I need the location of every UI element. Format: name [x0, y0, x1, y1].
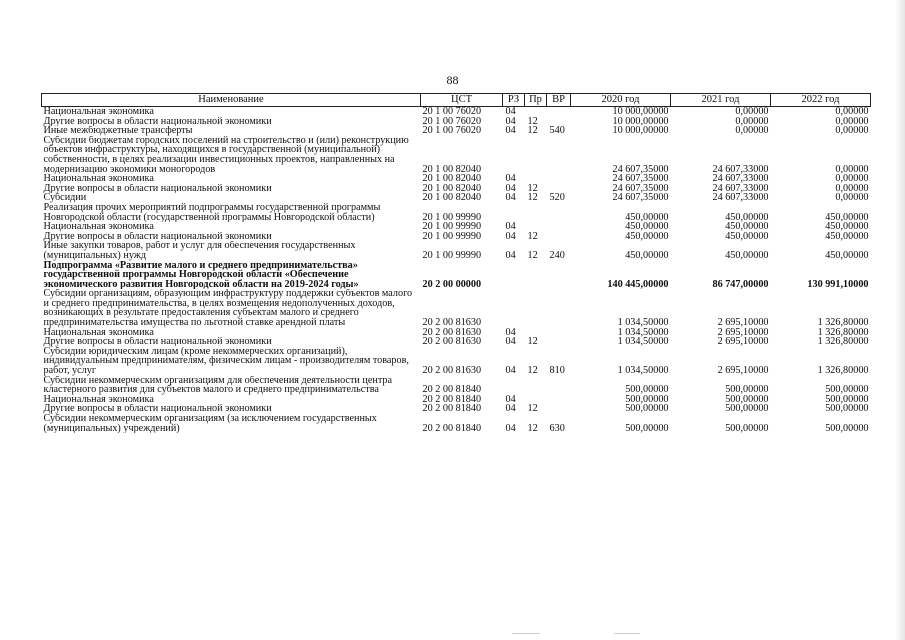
- cell-rz: 04: [505, 327, 516, 338]
- cell-y2020: 500,00000: [625, 422, 669, 434]
- cell-y2022: 0,00000: [835, 183, 869, 194]
- cell-rz: 04: [505, 106, 516, 117]
- cell-vr: 630: [549, 422, 565, 434]
- cell-y2022: 0,00000: [835, 163, 869, 175]
- cell-y2020: 140 445,00000: [607, 278, 669, 290]
- cell-y2021: 24 607,33000: [712, 163, 769, 175]
- cell-y2020: 10 000,00000: [612, 126, 669, 136]
- table-row: [42, 184, 871, 194]
- table-row: [42, 203, 871, 222]
- cell-y2021: 500,00000: [725, 422, 769, 434]
- cell-pr: [525, 107, 547, 117]
- table-row: [42, 136, 871, 174]
- cell-y2020: 450,00000: [625, 231, 669, 242]
- cell-name: Другие вопросы в области национальной экономики: [43, 116, 272, 127]
- cell-pr: 12: [527, 116, 538, 127]
- cell-y2022: 450,00000: [825, 211, 869, 223]
- cell-cst: 20 1 00 76020: [422, 106, 482, 117]
- cell-vr: [547, 117, 571, 127]
- table-row: [42, 222, 871, 232]
- cell-pr: 12: [527, 183, 538, 194]
- table-row: [42, 289, 871, 327]
- cell-rz: 04: [505, 183, 516, 194]
- table-row: [42, 232, 871, 242]
- cell-name: Субсидии некоммерческим организациям для обеспечения деятельности центра кластерного развития для субъектов малого и среднего предпринимательства: [43, 375, 393, 395]
- cell-rz: 04: [505, 222, 516, 232]
- cell-y2022: 450,00000: [825, 222, 869, 232]
- cell-pr: 12: [527, 231, 538, 242]
- cell-pr: [525, 376, 547, 395]
- cell-pr: 12: [527, 404, 538, 414]
- cell-y2021: 450,00000: [725, 222, 769, 232]
- cell-name: Субсидии организациям, образующим инфраструктуру поддержки субъектов малого и среднего предпринимательства, в целях возмещения недополученных доходов, возникающих в результате предоставления субъектам малого и среднего предпринимательства имущества по льготной ставке арендной платы: [43, 289, 413, 328]
- cell-y2022: 500,00000: [825, 384, 869, 395]
- cell-y2021: 0,00000: [735, 116, 769, 127]
- cell-cst: 20 2 00 81630: [422, 327, 482, 338]
- cell-vr: [547, 174, 571, 184]
- cell-name: Национальная экономика: [43, 174, 154, 184]
- col-header-2020: 2020 год: [571, 94, 671, 107]
- cell-rz: 04: [505, 174, 516, 184]
- col-header-rz: РЗ: [503, 94, 525, 107]
- cell-y2021: 0,00000: [735, 106, 769, 117]
- cell-y2022: 500,00000: [825, 394, 869, 405]
- table-row: [42, 241, 871, 260]
- cell-y2020: 450,00000: [625, 222, 669, 232]
- cell-name: Другие вопросы в области национальной экономики: [43, 183, 272, 194]
- cell-vr: [547, 376, 571, 395]
- cell-y2020: 24 607,35000: [612, 174, 669, 184]
- cell-y2020: 500,00000: [625, 384, 669, 395]
- cell-vr: [547, 404, 571, 414]
- cell-y2021: 2 695,10000: [717, 327, 769, 338]
- cell-cst: 20 2 00 81840: [422, 384, 482, 395]
- cell-name: Иные закупки товаров, работ и услуг для обеспечения государственных (муниципальных) нужд: [43, 241, 356, 261]
- table-row: [42, 107, 871, 117]
- cell-y2020: 1 034,50000: [617, 365, 669, 376]
- col-header-name: Наименование: [42, 94, 421, 107]
- cell-vr: [547, 184, 571, 194]
- cell-cst: 20 1 00 99990: [422, 231, 482, 242]
- cell-vr: [547, 395, 571, 405]
- scan-edge-shadow: [895, 0, 905, 640]
- cell-rz: 04: [505, 365, 516, 376]
- cell-y2022: 1 326,80000: [817, 317, 869, 328]
- cell-y2022: 450,00000: [825, 249, 869, 261]
- cell-name: Национальная экономика: [43, 394, 154, 405]
- cell-y2022: 0,00000: [835, 126, 869, 136]
- cell-y2020: 10 000,00000: [612, 116, 669, 127]
- cell-y2022: 0,00000: [835, 106, 869, 117]
- cell-rz: [503, 289, 525, 327]
- cell-vr: 810: [549, 365, 565, 376]
- table-row: [42, 193, 871, 203]
- cell-rz: 04: [505, 337, 516, 347]
- cell-y2022: 0,00000: [835, 174, 869, 184]
- cell-vr: [547, 289, 571, 327]
- cell-cst: 20 2 00 81840: [422, 422, 482, 434]
- cell-vr: [547, 107, 571, 117]
- cell-cst: 20 2 00 81840: [422, 404, 482, 414]
- col-header-cst: ЦСТ: [421, 94, 503, 107]
- cell-cst: 20 1 00 82040: [422, 163, 482, 175]
- cell-vr: [547, 136, 571, 174]
- cell-y2021: 86 747,00000: [712, 278, 769, 290]
- cell-y2020: 1 034,50000: [617, 337, 669, 347]
- cell-y2020: 450,00000: [625, 249, 669, 261]
- cell-vr: [547, 232, 571, 242]
- cell-name: Субсидии некоммерческим организациям (за исключением государственных (муниципальных) учреждений): [43, 414, 377, 434]
- cell-rz: 04: [505, 116, 516, 127]
- cell-name: Национальная экономика: [43, 106, 154, 117]
- cell-y2021: 24 607,33000: [712, 183, 769, 194]
- cell-y2020: 450,00000: [625, 211, 669, 223]
- cell-pr: 12: [527, 365, 538, 376]
- cell-y2022: 0,00000: [835, 193, 869, 203]
- cell-vr: 520: [549, 193, 565, 203]
- cell-y2020: 1 034,50000: [617, 317, 669, 328]
- cell-y2021: 500,00000: [725, 384, 769, 395]
- cell-cst: 20 2 00 81630: [422, 365, 482, 376]
- table-row: [42, 337, 871, 347]
- cell-y2021: 2 695,10000: [717, 365, 769, 376]
- cell-cst: 20 2 00 00000: [422, 278, 482, 290]
- cell-pr: [525, 222, 547, 232]
- cell-y2021: 500,00000: [725, 394, 769, 405]
- cell-rz: 04: [505, 231, 516, 242]
- cell-cst: 20 2 00 81840: [422, 394, 482, 405]
- cell-name: Другие вопросы в области национальной экономики: [43, 337, 272, 347]
- cell-cst: 20 1 00 99990: [422, 222, 482, 232]
- cell-y2022: 500,00000: [825, 422, 869, 434]
- cell-y2021: 500,00000: [725, 404, 769, 414]
- cell-rz: 04: [505, 394, 516, 405]
- cell-y2020: 24 607,35000: [612, 183, 669, 194]
- scan-artifact: [614, 633, 640, 634]
- cell-name: Субсидии: [43, 193, 87, 203]
- cell-y2020: 1 034,50000: [617, 327, 669, 338]
- cell-y2020: 24 607,35000: [612, 193, 669, 203]
- cell-pr: [525, 328, 547, 338]
- cell-y2022: 1 326,80000: [817, 337, 869, 347]
- cell-cst: 20 1 00 99990: [422, 249, 482, 261]
- cell-y2021: 2 695,10000: [717, 337, 769, 347]
- cell-y2022: 0,00000: [835, 116, 869, 127]
- cell-rz: [503, 136, 525, 174]
- cell-vr: [547, 203, 571, 222]
- cell-y2021: 24 607,33000: [712, 174, 769, 184]
- cell-pr: 12: [527, 422, 538, 434]
- col-header-2021: 2021 год: [671, 94, 771, 107]
- cell-rz: [503, 203, 525, 222]
- table-header: [42, 94, 871, 107]
- cell-vr: [547, 337, 571, 347]
- cell-pr: 12: [527, 337, 538, 347]
- table-row: [42, 261, 871, 290]
- cell-rz: 04: [505, 126, 516, 136]
- cell-pr: 12: [527, 126, 538, 136]
- cell-pr: [525, 289, 547, 327]
- cell-pr: [525, 174, 547, 184]
- cell-y2020: 10 000,00000: [612, 106, 669, 117]
- cell-y2022: 1 326,80000: [817, 365, 869, 376]
- cell-y2022: 1 326,80000: [817, 327, 869, 338]
- cell-y2020: 24 607,35000: [612, 163, 669, 175]
- table-row: [42, 117, 871, 127]
- cell-y2020: 500,00000: [625, 404, 669, 414]
- cell-y2021: 24 607,33000: [712, 193, 769, 203]
- table-row: [42, 404, 871, 414]
- cell-rz: [503, 261, 525, 290]
- cell-y2021: 2 695,10000: [717, 317, 769, 328]
- cell-pr: [525, 261, 547, 290]
- cell-cst: 20 2 00 81630: [422, 337, 482, 347]
- cell-name: Реализация прочих мероприятий подпрограммы государственной программы Новгородской области (государственной программы Новгородской области): [43, 202, 381, 223]
- cell-name: Национальная экономика: [43, 222, 154, 232]
- table-row: [42, 376, 871, 395]
- table-row: [42, 395, 871, 405]
- table-row: [42, 174, 871, 184]
- cell-name: Другие вопросы в области национальной экономики: [43, 404, 272, 414]
- cell-vr: [547, 222, 571, 232]
- cell-name: Подпрограмма «Развитие малого и среднего предпринимательства» государственной программы Новгородской области «Обеспечение экономического развития Новгородской области на 2019-2024 годы»: [43, 260, 359, 290]
- cell-pr: [525, 395, 547, 405]
- cell-vr: 540: [549, 126, 565, 136]
- cell-rz: 04: [505, 422, 516, 434]
- cell-y2022: 500,00000: [825, 404, 869, 414]
- cell-y2021: 450,00000: [725, 231, 769, 242]
- cell-cst: 20 1 00 82040: [422, 174, 482, 184]
- cell-y2022: 450,00000: [825, 231, 869, 242]
- cell-y2022: 130 991,10000: [807, 278, 869, 290]
- cell-y2021: 450,00000: [725, 249, 769, 261]
- cell-vr: [547, 328, 571, 338]
- scan-artifact: [512, 633, 540, 634]
- cell-pr: 12: [527, 193, 538, 203]
- table-row: [42, 126, 871, 136]
- cell-name: Субсидии юридическим лицам (кроме некоммерческих организаций), индивидуальным предпринимателям, физическим лицам - производителям товаров, работ, услуг: [43, 346, 409, 376]
- cell-rz: [503, 376, 525, 395]
- table-row: [42, 414, 871, 433]
- col-header-pr: Пр: [525, 94, 547, 107]
- cell-y2021: 0,00000: [735, 126, 769, 136]
- cell-cst: 20 1 00 82040: [422, 183, 482, 194]
- cell-name: Иные межбюджетные трансферты: [43, 126, 193, 136]
- cell-name: Другие вопросы в области национальной экономики: [43, 231, 272, 242]
- page-number: 88: [446, 73, 459, 87]
- cell-cst: 20 1 00 82040: [422, 193, 482, 203]
- table-row: [42, 347, 871, 376]
- cell-pr: [525, 203, 547, 222]
- cell-vr: 240: [549, 249, 565, 261]
- cell-cst: 20 1 00 99990: [422, 211, 482, 223]
- cell-name: Субсидии бюджетам городских поселений на строительство и (или) реконструкцию объектов инфраструктуры, находящихся в государственной (муниципальной) собственности, в целях реализации инвестиционных проектов, направленных на модернизацию экономики моногородов: [43, 135, 409, 175]
- cell-name: Национальная экономика: [43, 327, 154, 338]
- cell-vr: [547, 261, 571, 290]
- cell-rz: 04: [505, 193, 516, 203]
- cell-rz: 04: [505, 404, 516, 414]
- cell-cst: 20 2 00 81630: [422, 317, 482, 328]
- col-header-vr: ВР: [547, 94, 571, 107]
- cell-y2020: 500,00000: [625, 394, 669, 405]
- cell-cst: 20 1 00 76020: [422, 126, 482, 136]
- col-header-2022: 2022 год: [771, 94, 871, 107]
- cell-cst: 20 1 00 76020: [422, 116, 482, 127]
- cell-pr: 12: [527, 249, 538, 261]
- cell-rz: 04: [505, 249, 516, 261]
- cell-y2021: 450,00000: [725, 211, 769, 223]
- table-body: [42, 107, 871, 434]
- cell-pr: [525, 136, 547, 174]
- budget-table: [41, 93, 871, 433]
- table-row: [42, 328, 871, 338]
